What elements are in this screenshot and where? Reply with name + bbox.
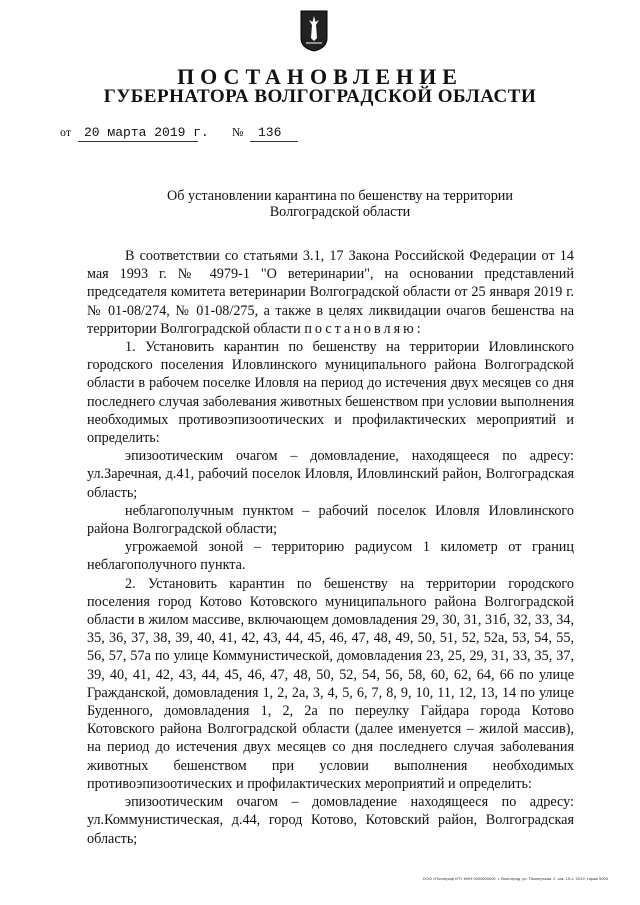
document-subject: [150, 188, 530, 220]
number-label: №: [232, 125, 244, 139]
preamble-text: В соответствии со статьями 3.1, 17 Закона Российской Федерации от 14 мая 1993 г. № 4979-1 "О ветеринарии", на основании представлений председателя комитета ветеринарии Волгоградской области от 25 января 2019 г. № 01-08/274, № 01-08/275, а также в целях ликвидации очагов бешенства на территории Волгоградской области: [87, 248, 574, 337]
decree-keyword: постановляю:: [304, 320, 424, 337]
item-1-unsafe-point-paragraph: неблагополучным пунктом – рабочий поселок Иловля Иловлинского района Волгоградской области;: [87, 502, 574, 538]
document-number: 136: [258, 125, 282, 140]
issuer-title: ГУБЕРНАТОРА ВОЛГОГРАДСКОЙ ОБЛАСТИ: [103, 86, 537, 107]
printer-imprint: ООО «Полиграф ИТ» ИНН 0000000000, г. Волгоград, ул. Пионерская, 2, зак. 19-с, 2019, тираж 5000: [422, 876, 608, 881]
volgograd-coat-of-arms-icon: [300, 10, 328, 52]
item-2-paragraph: 2. Установить карантин по бешенству на территории городского поселения город Котово Котовского муниципального района Волгоградской области в жилом массиве, включающем домовладения 29, 30, 31, 31б, 32, 33, 34, 35, 36, 37, 38, 39, 40, 41, 42, 43, 44, 45, 46, 47, 48, 49, 50, 51, 52, 52а, 53, 54, 55, 56, 57, 57а по улице Коммунистической, домовладения 23, 25, 29, 31, 33, 35, 37, 39, 40, 41, 42, 43, 44, 45, 46, 47, 48, 50, 52, 54, 56, 58, 60, 62, 64, 66 по улице Гражданской, домовладения 1, 2, 2а, 3, 4, 5, 6, 7, 8, 9, 10, 11, 12, 13, 14 по улице Буденного, домовладения 1, 2, 2а по переулку Гайдара города Котово Котовского района Волгоградской области (далее именуется – жилой массив), на период до истечения двух месяцев со дня последнего случая заболевания животных бешенством при условии выполнения необходимых противоэпизоотических и профилактических мероприятий и определить:: [87, 575, 574, 792]
date-underline: [78, 141, 198, 142]
document-body: [87, 247, 574, 848]
date-number-line: [60, 122, 300, 142]
item-1-threat-zone-paragraph: угрожаемой зоной – территорию радиусом 1 километр от границ неблагополучного пункта.: [87, 539, 574, 574]
date-from-label: от: [60, 125, 72, 139]
document-type-title: ПОСТАНОВЛЕНИЕ: [177, 64, 463, 89]
item-2-focus-paragraph: эпизоотическим очагом – домовладение находящееся по адресу: ул.Коммунистическая, д.44, город Котово, Котовский район, Волгоградская область;: [87, 794, 574, 847]
number-underline: [250, 141, 298, 142]
subject-line-2: Волгоградской области: [269, 204, 411, 220]
preamble-paragraph: [87, 247, 574, 338]
item-1-focus-paragraph: эпизоотическим очагом – домовладение, находящееся по адресу: ул.Заречная, д.41, рабочий поселок Иловля, Иловлинский район, Волгоградская область;: [87, 448, 574, 501]
document-date: 20 марта 2019 г.: [84, 125, 209, 140]
subject-line-1: Об установлении карантина по бешенству на территории: [167, 188, 513, 204]
item-1-paragraph: 1. Установить карантин по бешенству на территории Иловлинского городского поселения Иловлинского муниципального района Волгоградской области в рабочем поселке Иловля на период до истечения двух месяцев со дня последнего случая заболевания животных бешенством при условии выполнения необходимых противоэпизоотических и профилактических мероприятий и определить:: [87, 339, 574, 447]
